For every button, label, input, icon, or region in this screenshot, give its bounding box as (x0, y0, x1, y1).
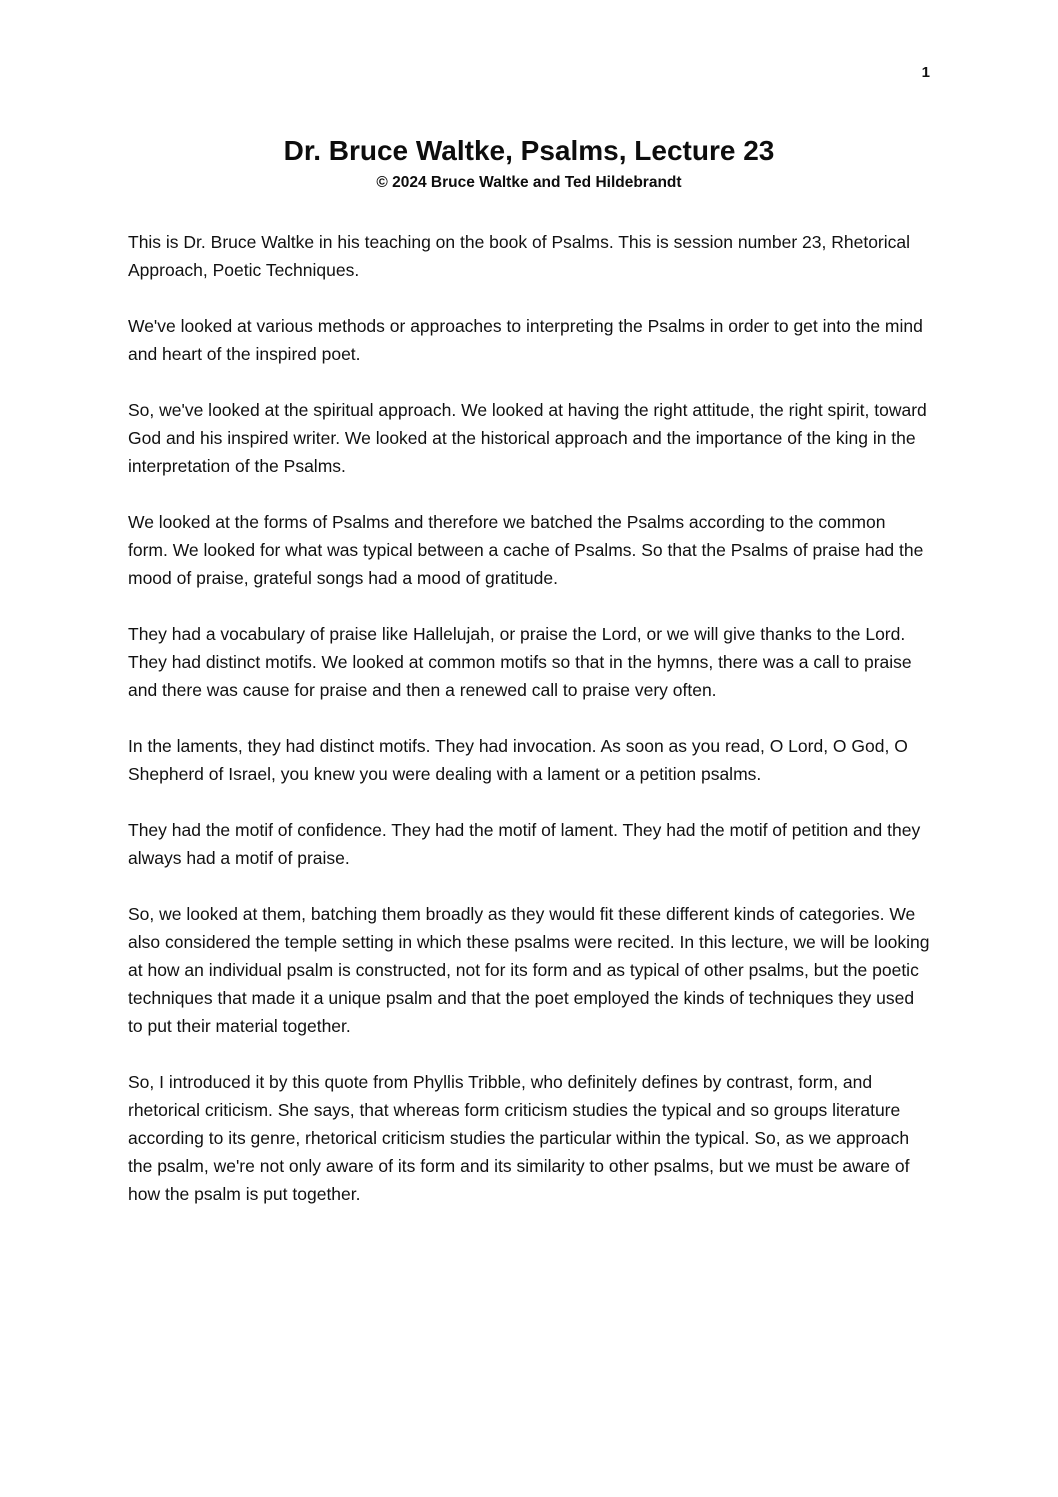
paragraph: So, we've looked at the spiritual approach. We looked at having the right attitude, the right spirit, toward God and his inspired writer. We looked at the historical approach and the importance of the king in the interpretation of the Psalms. (128, 400, 927, 476)
paragraph: We've looked at various methods or approaches to interpreting the Psalms in order to get into the mind and heart of the inspired poet. (128, 316, 923, 364)
page-number: 1 (921, 64, 930, 81)
paragraph: So, we looked at them, batching them broadly as they would fit these different kinds of categories. We also considered the temple setting in which these psalms were recited. In this lecture, we will be looking at how an individual psalm is constructed, not for its form and as typical of other psalms, but the poetic techniques that made it a unique psalm and that the poet employed the kinds of techniques they used to put their material together. (128, 904, 930, 1036)
paragraph: So, I introduced it by this quote from Phyllis Tribble, who definitely defines by contrast, form, and rhetorical criticism. She says, that whereas form criticism studies the typical and so groups literature according to its genre, rhetorical criticism studies the particular within the typical. So, as we approach the psalm, we're not only aware of its form and its similarity to other psalms, but we must be aware of how the psalm is put together. (128, 1072, 910, 1204)
paragraph: They had the motif of confidence. They had the motif of lament. They had the motif of petition and they always had a motif of praise. (128, 820, 921, 868)
paragraph: They had a vocabulary of praise like Hallelujah, or praise the Lord, or we will give thanks to the Lord. They had distinct motifs. We looked at common motifs so that in the hymns, there was a call to praise and there was cause for praise and then a renewed call to praise very often. (128, 624, 912, 700)
paragraph: This is Dr. Bruce Waltke in his teaching on the book of Psalms. This is session number 23, Rhetorical Approach, Poetic Techniques. (128, 232, 911, 280)
paragraph: In the laments, they had distinct motifs. They had invocation. As soon as you read, O Lord, O God, O Shepherd of Israel, you knew you were dealing with a lament or a petition psalms. (128, 736, 908, 784)
page-title: Dr. Bruce Waltke, Psalms, Lecture 23 (283, 135, 775, 166)
document-header (128, 133, 930, 192)
copyright-line: © 2024 Bruce Waltke and Ted Hildebrandt (376, 174, 682, 191)
document-body (128, 228, 930, 1236)
paragraph: We looked at the forms of Psalms and therefore we batched the Psalms according to the common form. We looked for what was typical between a cache of Psalms. So that the Psalms of praise had the mood of praise, grateful songs had a mood of gratitude. (128, 512, 924, 588)
